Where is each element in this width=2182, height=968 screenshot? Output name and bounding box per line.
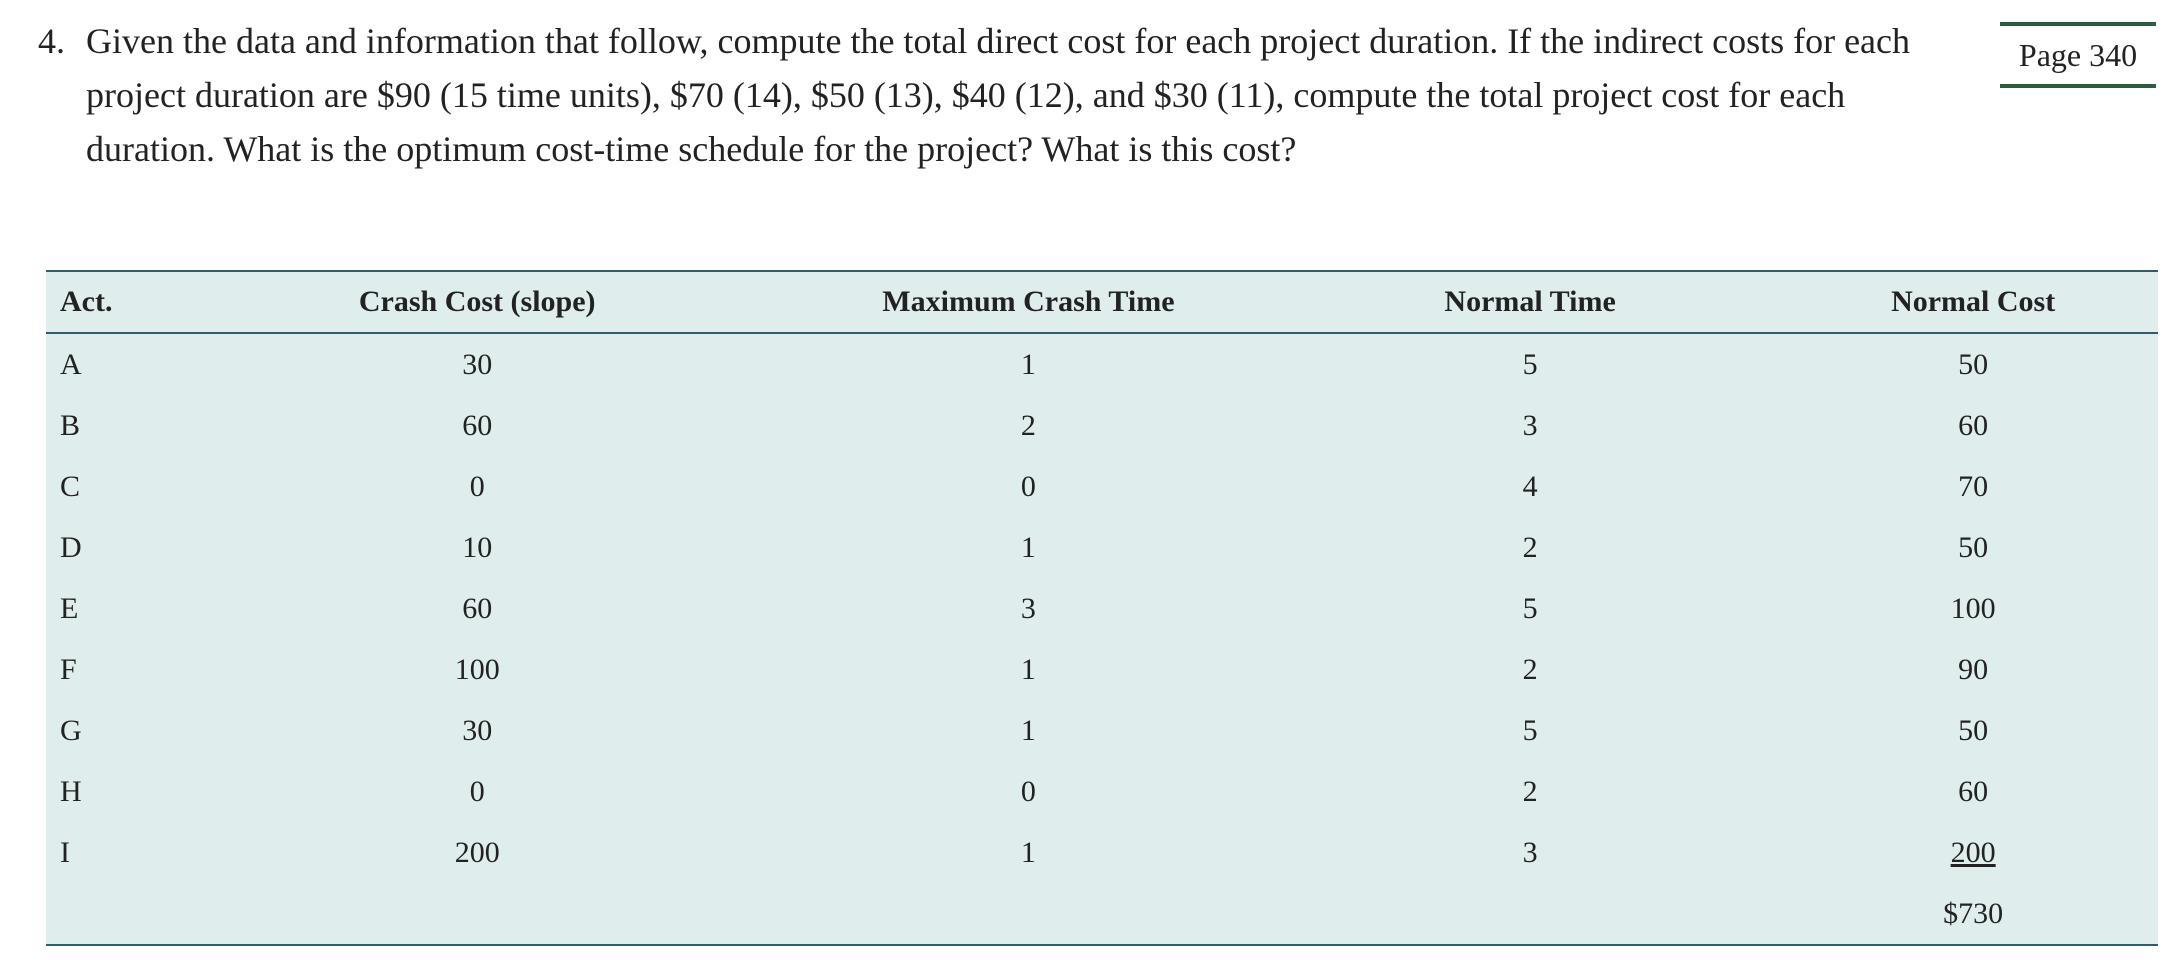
- cell-activity: A: [60, 347, 82, 381]
- cell-max-crash-time: 1: [1020, 835, 1036, 869]
- cell-normal-time: 2: [1522, 652, 1538, 686]
- table-row: [46, 333, 2158, 395]
- cell-normal-cost: 200: [1950, 835, 1996, 869]
- cell-normal-time: 5: [1522, 347, 1538, 381]
- cell-activity: B: [60, 408, 81, 442]
- cell-empty: [1272, 883, 1788, 944]
- header-activity: Act.: [46, 272, 170, 333]
- total-normal-cost: $730: [1943, 896, 2004, 930]
- header-crash-cost: Crash Cost (slope): [170, 272, 785, 333]
- total-row: [46, 883, 2158, 944]
- cell-crash-cost: 30: [462, 347, 493, 381]
- data-table-container: [46, 270, 2158, 946]
- cell-normal-cost: 70: [1958, 469, 1989, 503]
- cell-empty: [170, 883, 785, 944]
- header-normal-time: Normal Time: [1272, 272, 1788, 333]
- cell-crash-cost: 60: [462, 591, 493, 625]
- cell-normal-cost: 60: [1958, 408, 1989, 442]
- header-max-crash-time: Maximum Crash Time: [785, 272, 1272, 333]
- cell-normal-time: 4: [1522, 469, 1538, 503]
- cell-max-crash-time: 1: [1020, 652, 1036, 686]
- cell-crash-cost: 60: [462, 408, 493, 442]
- table-row: [46, 822, 2158, 883]
- cell-activity: I: [60, 835, 70, 869]
- question-4: [38, 14, 1978, 176]
- cell-normal-time: 2: [1522, 530, 1538, 564]
- cell-crash-cost: 0: [469, 774, 485, 808]
- cell-max-crash-time: 3: [1020, 591, 1036, 625]
- cell-normal-cost: 50: [1958, 347, 1989, 381]
- cell-crash-cost: 200: [454, 835, 500, 869]
- table-row: [46, 639, 2158, 700]
- page-reference: Page 340: [2000, 22, 2156, 88]
- cell-empty: [785, 883, 1272, 944]
- cell-crash-cost: 10: [462, 530, 493, 564]
- question-text: Given the data and information that follow, compute the total direct cost for each project duration. If the indirect costs for each project duration are $90 (15 time units), $70 (14), $50 (13), $40 (12), and $30 (11), compute the total project cost for each duration. What is the optimum cost-time schedule for the project? What is this cost?: [86, 21, 1911, 169]
- cell-normal-cost: 50: [1958, 530, 1989, 564]
- cell-max-crash-time: 0: [1020, 469, 1036, 503]
- cell-normal-time: 5: [1522, 713, 1538, 747]
- cell-max-crash-time: 0: [1020, 774, 1036, 808]
- cell-normal-cost: 50: [1958, 713, 1989, 747]
- cell-activity: C: [60, 469, 81, 503]
- table-row: [46, 456, 2158, 517]
- table-row: [46, 395, 2158, 456]
- cell-normal-time: 3: [1522, 835, 1538, 869]
- cell-normal-time: 3: [1522, 408, 1538, 442]
- cell-crash-cost: 30: [462, 713, 493, 747]
- table-row: [46, 700, 2158, 761]
- cell-activity: E: [60, 591, 79, 625]
- cell-crash-cost: 0: [469, 469, 485, 503]
- cell-crash-cost: 100: [454, 652, 500, 686]
- header-normal-cost: Normal Cost: [1788, 272, 2158, 333]
- cell-empty: [46, 883, 170, 944]
- question-number: 4.: [38, 21, 65, 61]
- table-row: [46, 578, 2158, 639]
- cell-activity: G: [60, 713, 82, 747]
- cell-max-crash-time: 1: [1020, 347, 1036, 381]
- cell-activity: F: [60, 652, 77, 686]
- cell-normal-time: 2: [1522, 774, 1538, 808]
- crash-data-table: [46, 272, 2158, 944]
- table-row: [46, 517, 2158, 578]
- cell-max-crash-time: 1: [1020, 530, 1036, 564]
- cell-normal-cost: 90: [1958, 652, 1989, 686]
- table-header-row: [46, 272, 2158, 333]
- table-row: [46, 761, 2158, 822]
- cell-max-crash-time: 2: [1020, 408, 1036, 442]
- cell-normal-cost: 60: [1958, 774, 1989, 808]
- cell-normal-time: 5: [1522, 591, 1538, 625]
- cell-normal-cost: 100: [1950, 591, 1996, 625]
- cell-activity: H: [60, 774, 82, 808]
- cell-activity: D: [60, 530, 82, 564]
- cell-max-crash-time: 1: [1020, 713, 1036, 747]
